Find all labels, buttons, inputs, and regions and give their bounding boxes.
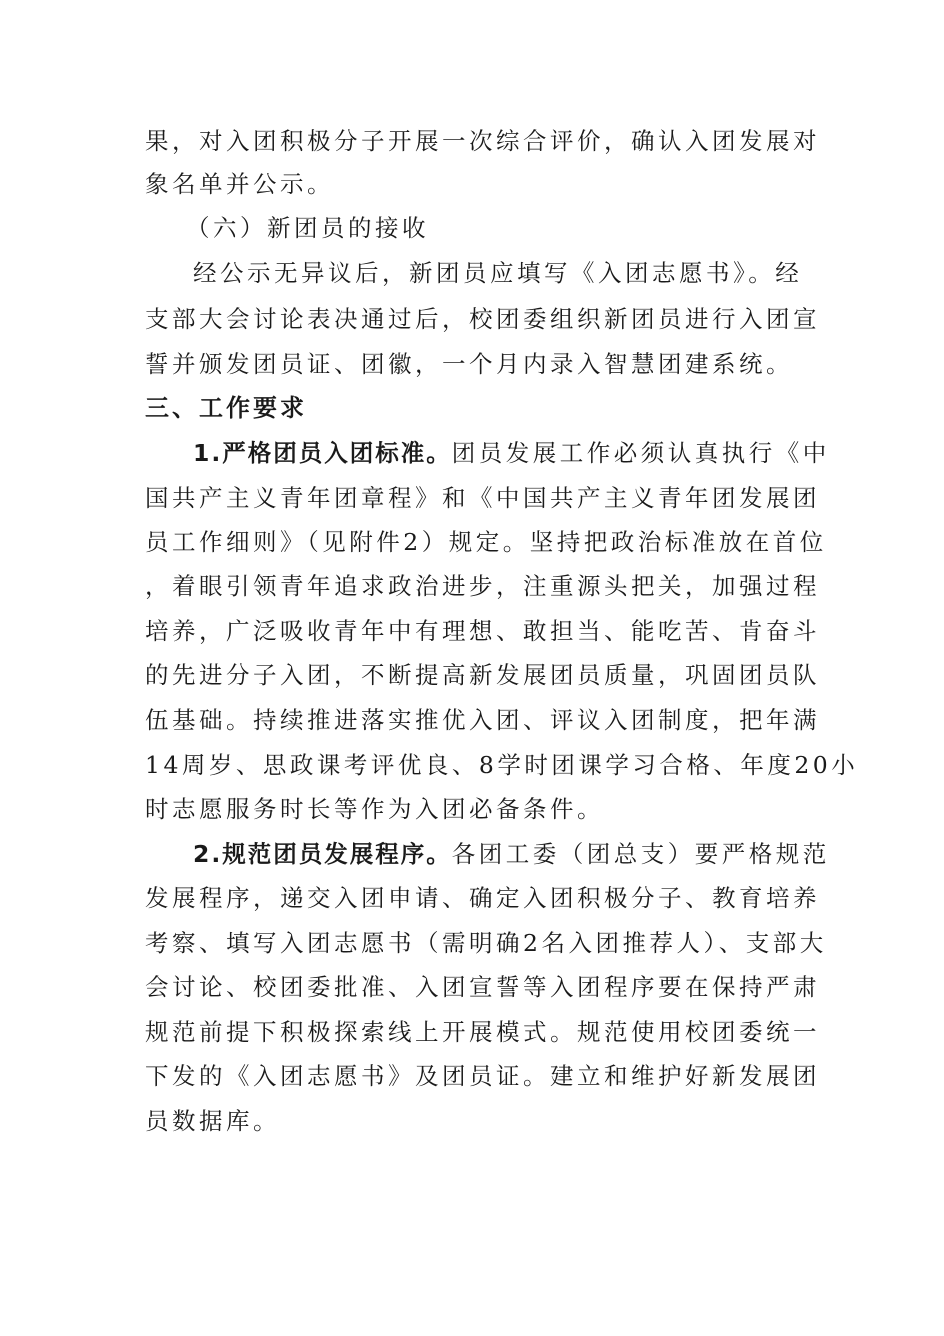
section-subheading bbox=[186, 213, 429, 243]
body-text-line bbox=[145, 126, 820, 156]
body-text-line bbox=[145, 1017, 820, 1047]
body-text-line bbox=[193, 258, 802, 288]
text-run: 会讨论、校团委批准、入团宣誓等入团程序要在保持严肃 bbox=[145, 973, 820, 1001]
body-text-line bbox=[145, 571, 820, 601]
text-run: 誓并颁发团员证、团徽，一个月内录入智慧团建系统。 bbox=[145, 350, 793, 378]
text-run: 的先进分子入团，不断提高新发展团员质量，巩固团员队 bbox=[145, 661, 820, 689]
body-text-line bbox=[145, 794, 604, 824]
text-run: 时志愿服务时长等作为入团必备条件。 bbox=[145, 795, 604, 823]
body-text-line bbox=[145, 883, 820, 913]
text-run: 伍基础。持续推进落实推优入团、评议入团制度，把年满 bbox=[145, 706, 820, 734]
text-run: 考察、填写入团志愿书（需明确2名入团推荐人）、支部大 bbox=[145, 929, 827, 957]
text-run: 团员发展工作必须认真执行《中 bbox=[451, 439, 830, 467]
body-text-line bbox=[193, 839, 830, 869]
text-run: 发展程序，递交入团申请、确定入团积极分子、教育培养 bbox=[145, 884, 820, 912]
body-text-line bbox=[145, 349, 793, 379]
text-run: ，着眼引领青年追求政治进步，注重源头把关，加强过程 bbox=[145, 572, 820, 600]
body-text-line bbox=[145, 750, 858, 780]
text-run: 果，对入团积极分子开展一次综合评价，确认入团发展对 bbox=[145, 127, 820, 155]
text-run: 培养，广泛吸收青年中有理想、敢担当、能吃苦、肯奋斗 bbox=[145, 617, 820, 645]
text-run: 员工作细则》（见附件2）规定。坚持把政治标准放在首位 bbox=[145, 528, 827, 556]
bold-lead-in: 2.规范团员发展程序。 bbox=[193, 840, 452, 868]
body-text-line bbox=[145, 1106, 280, 1136]
body-text-line bbox=[145, 1061, 820, 1091]
body-text-line bbox=[145, 616, 820, 646]
body-text-line bbox=[145, 972, 820, 1002]
body-text-line bbox=[145, 304, 820, 334]
text-run: 国共产主义青年团章程》和《中国共产主义青年团发展团 bbox=[145, 484, 820, 512]
text-run: 员数据库。 bbox=[145, 1107, 280, 1135]
text-run: （六）新团员的接收 bbox=[186, 214, 429, 242]
body-text-line bbox=[145, 527, 827, 557]
text-run: 14周岁、思政课考评优良、8学时团课学习合格、年度20小 bbox=[145, 751, 859, 779]
body-text-line bbox=[145, 169, 334, 199]
body-text-line bbox=[145, 928, 827, 958]
body-text-line bbox=[193, 438, 830, 468]
text-run: 各团工委（团总支）要严格规范 bbox=[451, 840, 830, 868]
text-run: 经公示无异议后，新团员应填写《入团志愿书》。经 bbox=[193, 259, 803, 287]
section-heading bbox=[145, 393, 307, 423]
body-text-line bbox=[145, 705, 820, 735]
bold-lead-in: 1.严格团员入团标准。 bbox=[193, 439, 452, 467]
text-run: 三、工作要求 bbox=[145, 394, 307, 422]
text-run: 规范前提下积极探索线上开展模式。规范使用校团委统一 bbox=[145, 1018, 820, 1046]
body-text-line bbox=[145, 483, 820, 513]
text-run: 象名单并公示。 bbox=[145, 170, 334, 198]
text-run: 支部大会讨论表决通过后，校团委组织新团员进行入团宣 bbox=[145, 305, 820, 333]
body-text-line bbox=[145, 660, 820, 690]
text-run: 下发的《入团志愿书》及团员证。建立和维护好新发展团 bbox=[145, 1062, 820, 1090]
